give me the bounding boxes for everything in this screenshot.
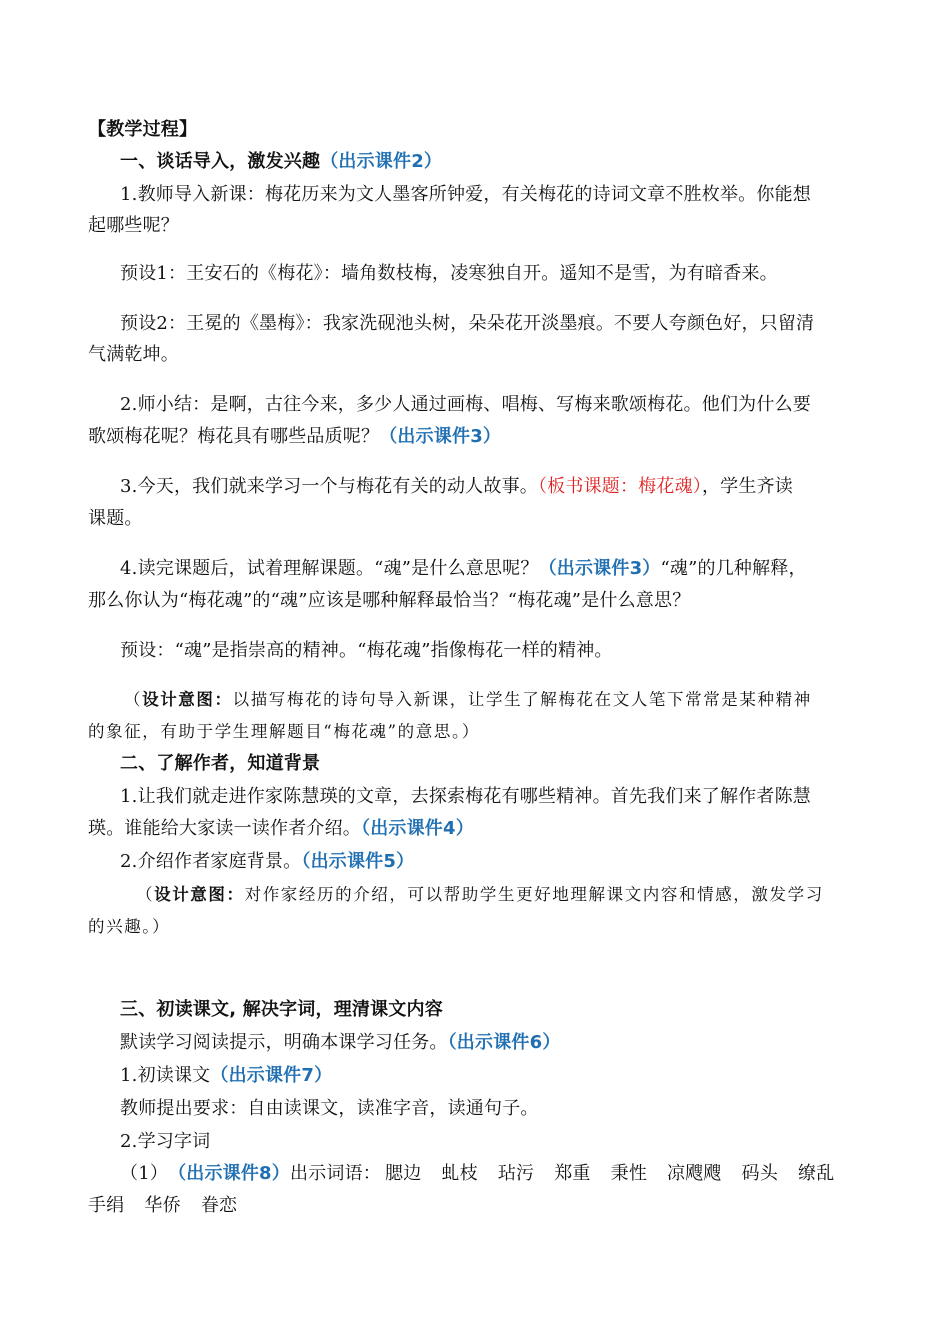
vocab-word: 码头 [741,1163,779,1184]
paragraph-text: 歌颂梅花呢？梅花具有哪些品质呢？ [88,426,380,447]
courseware-ref: （出示课件2） [320,151,443,172]
paragraph: 那么你认为“梅花魂”的“魂”应该是哪种解释最恰当？“梅花魂”是什么意思？ [88,590,691,611]
courseware-ref: （出示课件3） [538,558,661,579]
preset-1: 预设1：王安石的《梅花》：墙角数枝梅，凌寒独自开。遥知不是雪，为有暗香来。 [120,263,778,284]
paragraph-text: 3.今天，我们就来学习一个与梅花有关的动人故事。 [120,476,538,497]
vocab-word: 秉性 [610,1163,648,1184]
design-intent-1-cont: 的象征，有助于学生理解题目“梅花魂”的意思。） [88,722,480,741]
vocab-word: 郑重 [554,1163,591,1184]
courseware-ref: （出示课件8） [168,1163,290,1184]
vocab-line-1 [120,1162,834,1186]
preset-2: 预设2：王冕的《墨梅》：我家洗砚池头树，朵朵花开淡墨痕。不要人夸颜色好，只留清 [120,313,815,334]
design-intent-2 [136,883,824,907]
paragraph-text: “魂”的几种解释， [660,558,807,579]
vocab-word: 华侨 [144,1195,181,1216]
paragraph-text: ，学生齐读 [701,476,793,497]
paragraph: 2.学习字词 [120,1131,211,1152]
paragraph [88,817,474,841]
vocab-word: 虬枝 [441,1163,478,1184]
paragraph [120,1064,332,1088]
vocab-word: 缭乱 [798,1163,835,1184]
preset-3: 预设：“魂”是指崇高的精神。“梅花魂”指像梅花一样的精神。 [120,640,613,661]
section-1-title [120,150,442,174]
paragraph: 课题。 [88,508,143,529]
vocab-word: 玷污 [497,1163,535,1184]
vocab-word: 腮边 [385,1163,422,1184]
vocab-word: 手绢 [88,1195,125,1216]
paren: （ [136,885,155,904]
section-3-title: 三、初读课文, 解决字词，理清课文内容 [120,999,443,1020]
paragraph [120,850,414,874]
paragraph: 起哪些呢？ [88,215,179,236]
paragraph [120,1031,561,1055]
vocab-line-2 [88,1194,257,1218]
design-intent-label: 设计意图： [142,690,233,709]
sub-number: （1） [120,1163,169,1184]
paragraph-text: 1.初读课文 [120,1065,211,1086]
preset-2-cont: 气满乾坤。 [88,344,179,365]
courseware-ref: （出示课件4） [361,818,474,839]
paragraph: 1.教师导入新课：梅花历来为文人墨客所钟爱，有关梅花的诗词文章不胜枚举。你能想 [120,184,811,205]
design-intent-1 [124,688,812,712]
design-intent-2-cont: 的兴趣。） [88,917,171,936]
courseware-ref: （出示课件6） [447,1032,561,1053]
paragraph-text: 默读学习阅读提示，明确本课学习任务。 [120,1032,448,1053]
paragraph-text: 2.介绍作者家庭背景。 [120,851,302,872]
paragraph [120,557,807,581]
paragraph [88,425,501,449]
design-intent-text: 对作家经历的介绍，可以帮助学生更好地理解课文内容和情感，激发学习 [244,885,824,904]
paren: （ [124,690,143,709]
section-2-title: 二、了解作者，知道背景 [120,753,321,774]
paragraph: 2.师小结：是啊，古往今来，多少人通过画梅、唱梅、写梅来歌颂梅花。他们为什么要 [120,394,811,415]
courseware-ref: （出示课件3） [379,426,502,447]
paragraph-text: 4.读完课题后，试着理解课题。“魂”是什么意思呢？ [120,558,539,579]
vocab-word: 眷恋 [200,1195,238,1216]
vocab-word: 凉飕飕 [667,1163,722,1184]
paragraph: 教师提出要求：自由读课文，读准字音，读通句子。 [120,1098,539,1119]
board-title-note: （板书课题：梅花魂） [537,476,702,497]
section-1-title-text: 一、谈话导入，激发兴趣 [120,151,321,172]
section-heading: 【教学过程】 [88,119,198,140]
courseware-ref: （出示课件5） [301,851,415,872]
design-intent-label: 设计意图： [154,885,245,904]
paragraph-text: 瑛。谁能给大家读一读作者介绍。 [88,818,361,839]
paragraph: 1.让我们就走进作家陈慧瑛的文章，去探索梅花有哪些精神。首先我们来了解作者陈慧 [120,786,811,807]
paragraph [120,475,793,499]
sub-text: 出示词语： [290,1163,381,1184]
courseware-ref: （出示课件7） [210,1065,333,1086]
design-intent-text: 以描写梅花的诗句导入新课，让学生了解梅花在文人笔下常常是某种精神 [232,690,812,709]
